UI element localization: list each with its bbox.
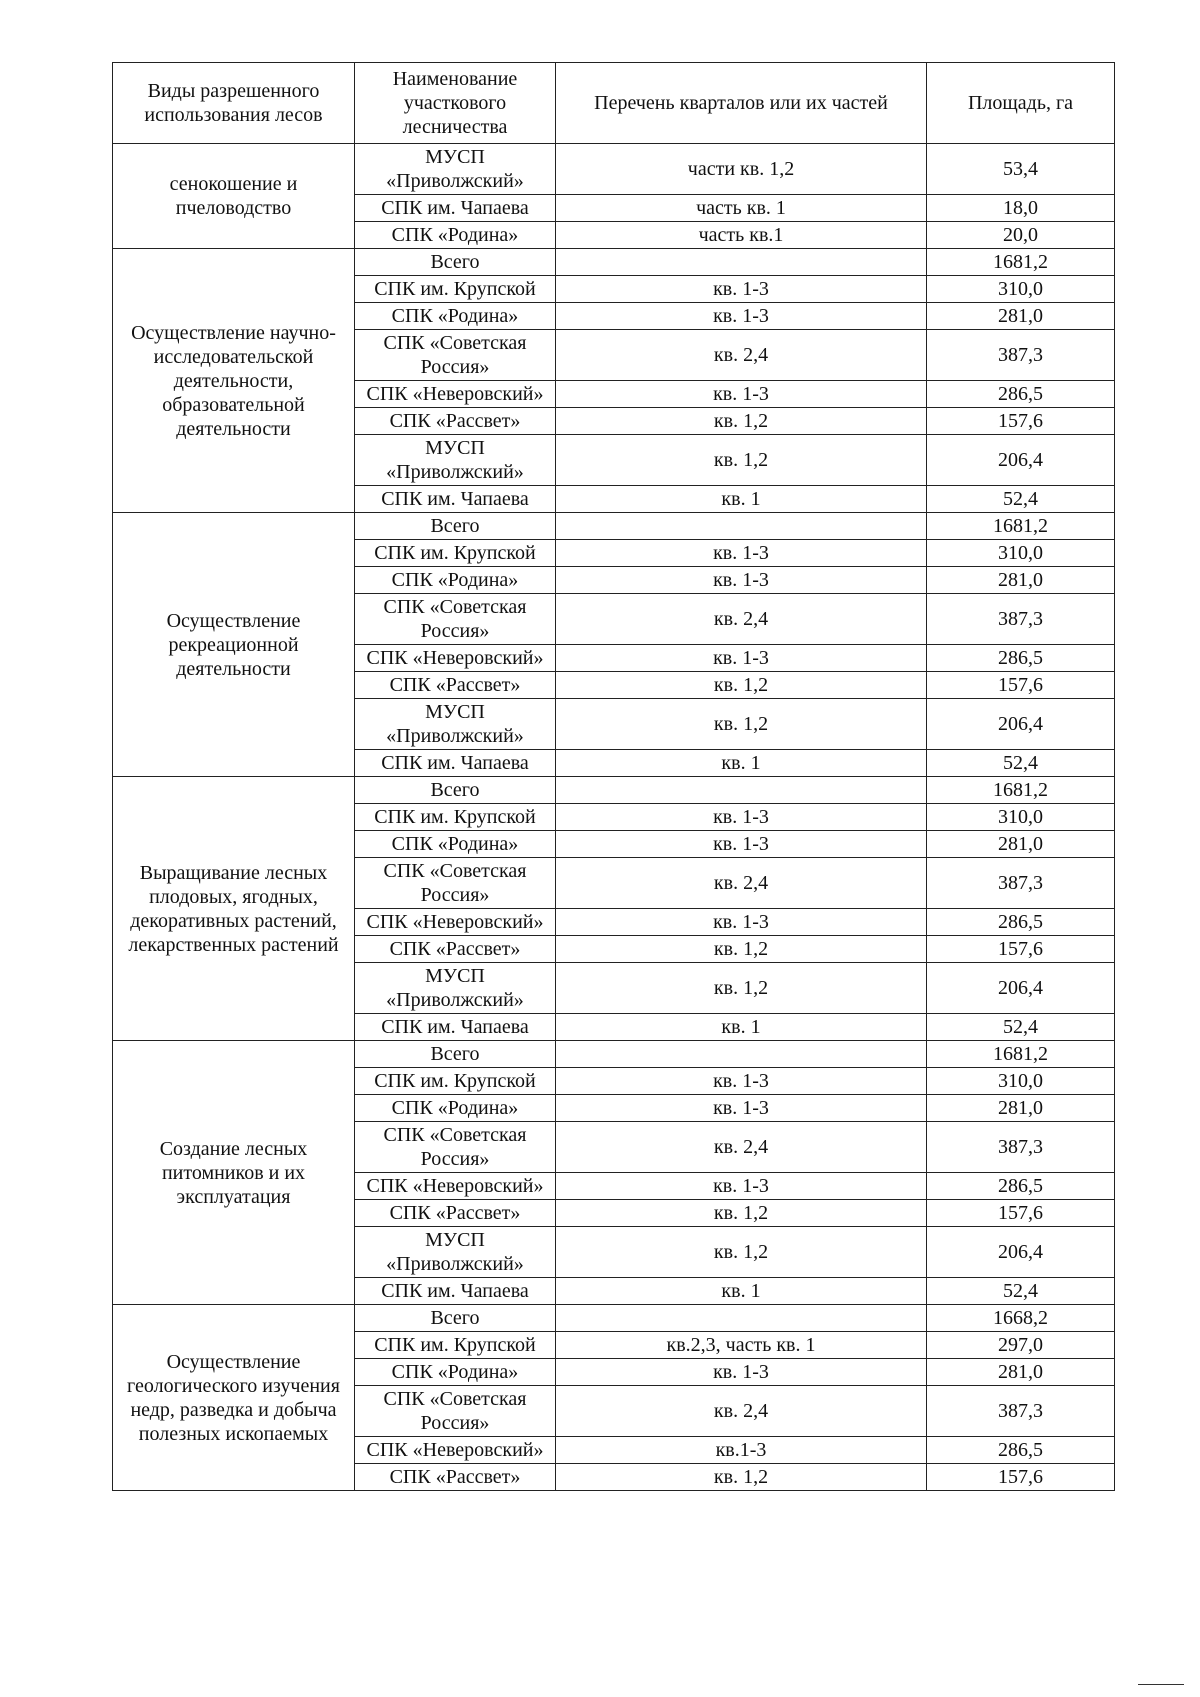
quarters-cell: кв. 1 xyxy=(556,750,927,777)
area-cell: 157,6 xyxy=(927,1200,1115,1227)
forestry-cell: СПК «Неверовский» xyxy=(355,1437,556,1464)
forestry-cell: СПК «Советская Россия» xyxy=(355,858,556,909)
forestry-cell: СПК им. Крупской xyxy=(355,1068,556,1095)
table-row xyxy=(113,1305,1115,1332)
area-cell: 206,4 xyxy=(927,963,1115,1014)
forestry-cell: СПК «Родина» xyxy=(355,303,556,330)
quarters-cell: кв. 1,2 xyxy=(556,408,927,435)
use-kind-cell: Создание лесных питомников и их эксплуатация xyxy=(113,1041,355,1305)
forestry-cell: СПК им. Крупской xyxy=(355,1332,556,1359)
forestry-cell: СПК «Родина» xyxy=(355,1359,556,1386)
area-cell: 20,0 xyxy=(927,222,1115,249)
quarters-cell: кв. 1-3 xyxy=(556,303,927,330)
table-row xyxy=(113,513,1115,540)
quarters-cell: кв. 2,4 xyxy=(556,858,927,909)
quarters-cell: кв. 1 xyxy=(556,1014,927,1041)
header-forestry: Наименование участкового лесничества xyxy=(355,63,556,144)
quarters-cell: кв. 1,2 xyxy=(556,1464,927,1491)
quarters-cell: кв.2,3, часть кв. 1 xyxy=(556,1332,927,1359)
area-cell: 310,0 xyxy=(927,276,1115,303)
table-row xyxy=(113,144,1115,195)
area-cell: 206,4 xyxy=(927,699,1115,750)
area-cell: 53,4 xyxy=(927,144,1115,195)
quarters-cell: кв. 1-3 xyxy=(556,540,927,567)
table-row xyxy=(113,777,1115,804)
area-cell: 157,6 xyxy=(927,672,1115,699)
area-cell: 157,6 xyxy=(927,408,1115,435)
forestry-cell: Всего xyxy=(355,513,556,540)
header-row xyxy=(113,63,1115,144)
table-row xyxy=(113,1041,1115,1068)
forestry-cell: СПК «Рассвет» xyxy=(355,408,556,435)
forestry-cell: МУСП «Приволжский» xyxy=(355,1227,556,1278)
quarters-cell: кв. 2,4 xyxy=(556,330,927,381)
forestry-cell: СПК «Рассвет» xyxy=(355,936,556,963)
quarters-cell xyxy=(556,777,927,804)
quarters-cell: кв. 1,2 xyxy=(556,435,927,486)
quarters-cell: кв. 1,2 xyxy=(556,963,927,1014)
quarters-cell: кв.1-3 xyxy=(556,1437,927,1464)
area-cell: 281,0 xyxy=(927,1095,1115,1122)
quarters-cell: кв. 1-3 xyxy=(556,381,927,408)
quarters-cell: часть кв.1 xyxy=(556,222,927,249)
area-cell: 157,6 xyxy=(927,1464,1115,1491)
area-cell: 281,0 xyxy=(927,831,1115,858)
forestry-cell: МУСП «Приволжский» xyxy=(355,699,556,750)
forestry-cell: СПК «Родина» xyxy=(355,222,556,249)
forestry-cell: СПК «Неверовский» xyxy=(355,909,556,936)
area-cell: 281,0 xyxy=(927,1359,1115,1386)
forestry-cell: СПК «Рассвет» xyxy=(355,1200,556,1227)
header-area: Площадь, га xyxy=(927,63,1115,144)
area-cell: 1681,2 xyxy=(927,249,1115,276)
area-cell: 206,4 xyxy=(927,435,1115,486)
area-cell: 52,4 xyxy=(927,1278,1115,1305)
area-cell: 52,4 xyxy=(927,750,1115,777)
area-cell: 281,0 xyxy=(927,303,1115,330)
quarters-cell: кв. 1-3 xyxy=(556,645,927,672)
use-kind-cell: Осуществление научно-исследовательской деятельности, образовательной деятельности xyxy=(113,249,355,513)
forestry-cell: СПК им. Чапаева xyxy=(355,195,556,222)
area-cell: 286,5 xyxy=(927,1437,1115,1464)
forestry-cell: СПК «Советская Россия» xyxy=(355,1386,556,1437)
area-cell: 310,0 xyxy=(927,804,1115,831)
area-cell: 18,0 xyxy=(927,195,1115,222)
area-cell: 387,3 xyxy=(927,858,1115,909)
area-cell: 1681,2 xyxy=(927,777,1115,804)
quarters-cell xyxy=(556,1305,927,1332)
quarters-cell: кв. 2,4 xyxy=(556,1122,927,1173)
area-cell: 387,3 xyxy=(927,594,1115,645)
forestry-cell: СПК им. Чапаева xyxy=(355,750,556,777)
area-cell: 387,3 xyxy=(927,330,1115,381)
area-cell: 52,4 xyxy=(927,1014,1115,1041)
area-cell: 281,0 xyxy=(927,567,1115,594)
forestry-cell: СПК «Советская Россия» xyxy=(355,1122,556,1173)
quarters-cell: кв. 1-3 xyxy=(556,1068,927,1095)
forestry-cell: СПК им. Чапаева xyxy=(355,1014,556,1041)
forestry-cell: Всего xyxy=(355,249,556,276)
use-kind-cell: Выращивание лесных плодовых, ягодных, декоративных растений, лекарственных растений xyxy=(113,777,355,1041)
forestry-cell: СПК им. Крупской xyxy=(355,804,556,831)
forestry-cell: МУСП «Приволжский» xyxy=(355,435,556,486)
area-cell: 286,5 xyxy=(927,645,1115,672)
quarters-cell: кв. 1,2 xyxy=(556,672,927,699)
area-cell: 297,0 xyxy=(927,1332,1115,1359)
forestry-cell: Всего xyxy=(355,1041,556,1068)
forestry-cell: СПК «Советская Россия» xyxy=(355,594,556,645)
quarters-cell: кв. 2,4 xyxy=(556,1386,927,1437)
area-cell: 52,4 xyxy=(927,486,1115,513)
area-cell: 1681,2 xyxy=(927,1041,1115,1068)
quarters-cell xyxy=(556,249,927,276)
area-cell: 387,3 xyxy=(927,1122,1115,1173)
quarters-cell: части кв. 1,2 xyxy=(556,144,927,195)
forestry-cell: СПК «Неверовский» xyxy=(355,1173,556,1200)
quarters-cell: кв. 1,2 xyxy=(556,699,927,750)
area-cell: 310,0 xyxy=(927,1068,1115,1095)
forestry-cell: Всего xyxy=(355,777,556,804)
quarters-cell xyxy=(556,513,927,540)
forestry-cell: СПК «Советская Россия» xyxy=(355,330,556,381)
quarters-cell: кв. 1,2 xyxy=(556,936,927,963)
quarters-cell: кв. 1-3 xyxy=(556,1095,927,1122)
forestry-cell: СПК им. Крупской xyxy=(355,276,556,303)
area-cell: 387,3 xyxy=(927,1386,1115,1437)
area-cell: 1681,2 xyxy=(927,513,1115,540)
forestry-cell: СПК «Неверовский» xyxy=(355,645,556,672)
quarters-cell: кв. 1-3 xyxy=(556,909,927,936)
area-cell: 206,4 xyxy=(927,1227,1115,1278)
forest-use-table xyxy=(112,62,1115,1491)
quarters-cell xyxy=(556,1041,927,1068)
forestry-cell: СПК «Родина» xyxy=(355,567,556,594)
table-body xyxy=(113,144,1115,1491)
page-edge-mark xyxy=(1138,1684,1184,1685)
forestry-cell: МУСП «Приволжский» xyxy=(355,963,556,1014)
table-row xyxy=(113,249,1115,276)
area-cell: 1668,2 xyxy=(927,1305,1115,1332)
quarters-cell: кв. 2,4 xyxy=(556,594,927,645)
forestry-cell: МУСП «Приволжский» xyxy=(355,144,556,195)
quarters-cell: кв. 1,2 xyxy=(556,1200,927,1227)
quarters-cell: кв. 1 xyxy=(556,486,927,513)
header-quarters: Перечень кварталов или их частей xyxy=(556,63,927,144)
area-cell: 157,6 xyxy=(927,936,1115,963)
use-kind-cell: сенокошение и пчеловодство xyxy=(113,144,355,249)
forestry-cell: СПК «Рассвет» xyxy=(355,672,556,699)
quarters-cell: кв. 1-3 xyxy=(556,804,927,831)
forestry-cell: СПК им. Чапаева xyxy=(355,486,556,513)
quarters-cell: кв. 1-3 xyxy=(556,567,927,594)
quarters-cell: кв. 1 xyxy=(556,1278,927,1305)
forestry-cell: СПК «Неверовский» xyxy=(355,381,556,408)
forestry-cell: СПК «Родина» xyxy=(355,831,556,858)
forestry-cell: СПК «Рассвет» xyxy=(355,1464,556,1491)
forestry-cell: Всего xyxy=(355,1305,556,1332)
use-kind-cell: Осуществление рекреационной деятельности xyxy=(113,513,355,777)
quarters-cell: часть кв. 1 xyxy=(556,195,927,222)
forestry-cell: СПК им. Чапаева xyxy=(355,1278,556,1305)
forestry-cell: СПК «Родина» xyxy=(355,1095,556,1122)
area-cell: 286,5 xyxy=(927,1173,1115,1200)
quarters-cell: кв. 1,2 xyxy=(556,1227,927,1278)
quarters-cell: кв. 1-3 xyxy=(556,1173,927,1200)
header-kind: Виды разрешенного использования лесов xyxy=(113,63,355,144)
area-cell: 310,0 xyxy=(927,540,1115,567)
quarters-cell: кв. 1-3 xyxy=(556,276,927,303)
quarters-cell: кв. 1-3 xyxy=(556,1359,927,1386)
forestry-cell: СПК им. Крупской xyxy=(355,540,556,567)
area-cell: 286,5 xyxy=(927,909,1115,936)
area-cell: 286,5 xyxy=(927,381,1115,408)
use-kind-cell: Осуществление геологического изучения недр, разведка и добыча полезных ископаемых xyxy=(113,1305,355,1491)
quarters-cell: кв. 1-3 xyxy=(556,831,927,858)
